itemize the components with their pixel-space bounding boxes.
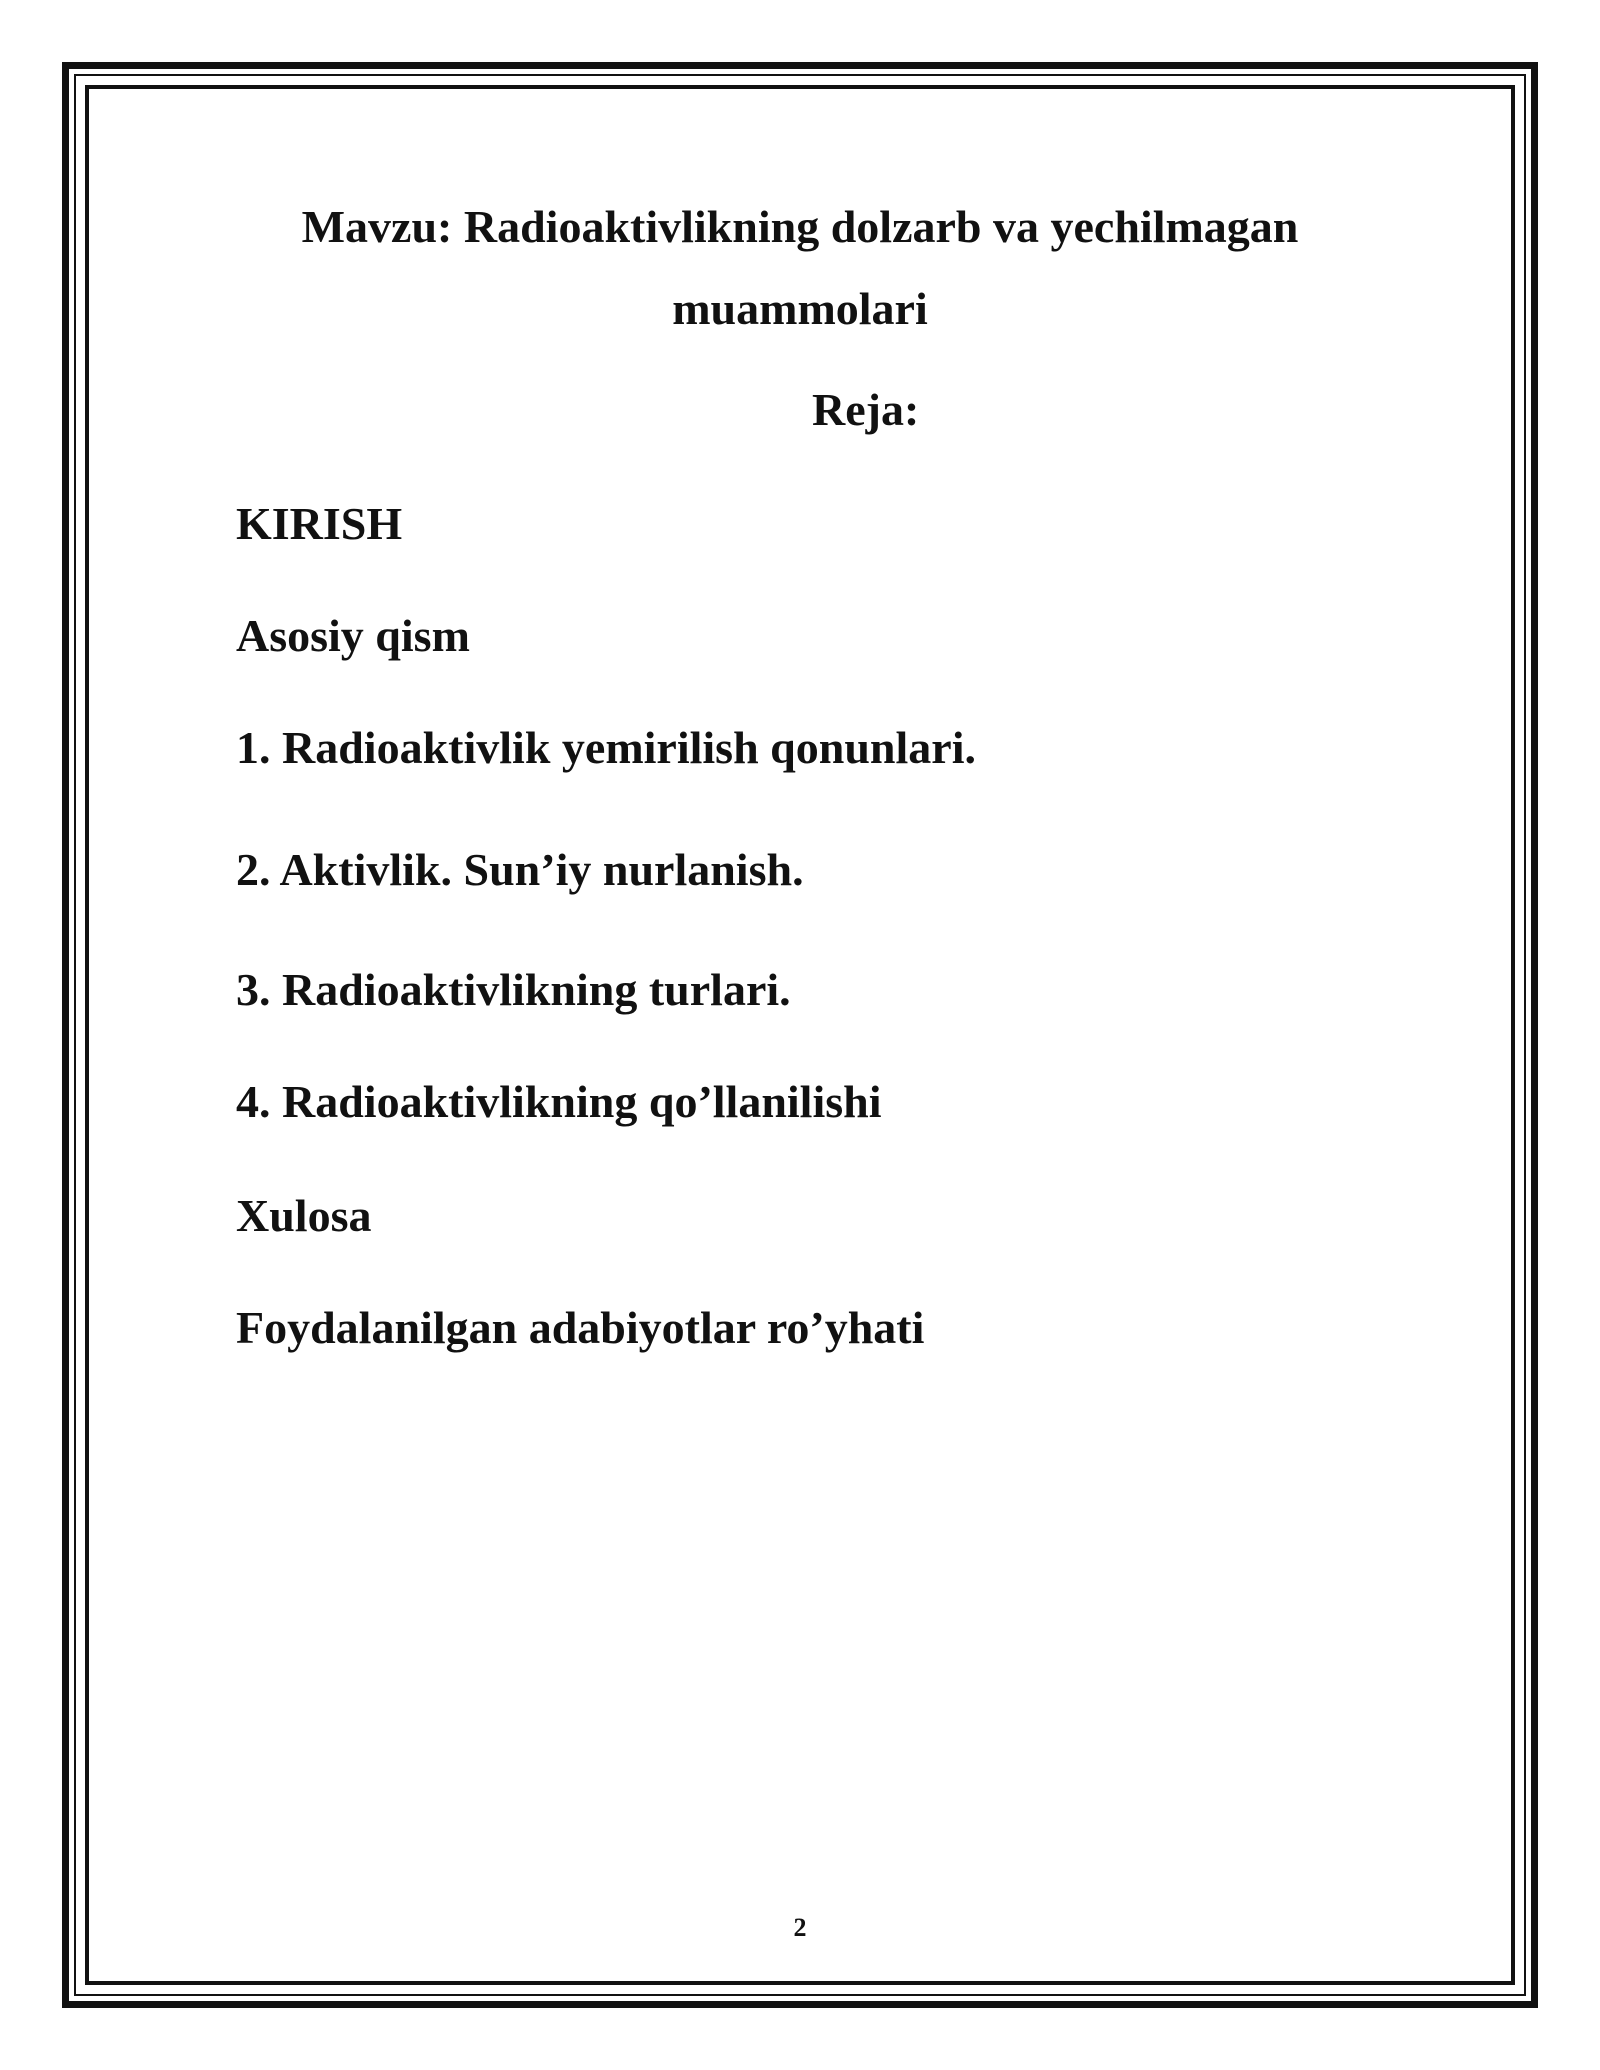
document-title-line-1: Mavzu: Radioaktivlikning dolzarb va yechilmagan [301, 201, 1299, 252]
plan-item-conclusion: Xulosa [236, 1190, 372, 1241]
plan-item-references: Foydalanilgan adabiyotlar ro’yhati [236, 1302, 925, 1353]
plan-item-4: 4. Radioaktivlikning qo’llanilishi [236, 1076, 882, 1127]
plan-item-3: 3. Radioaktivlikning turlari. [236, 964, 791, 1015]
plan-item-introduction: KIRISH [236, 498, 403, 549]
plan-item-2: 2. Aktivlik. Sun’iy nurlanish. [236, 844, 804, 895]
plan-heading: Reja: [812, 384, 920, 435]
page-border-inner [74, 74, 1526, 1996]
plan-item-1: 1. Radioaktivlik yemirilish qonunlari. [236, 722, 976, 773]
document-title-line-2: muammolari [672, 283, 928, 334]
plan-item-main-part: Asosiy qism [236, 610, 470, 661]
document-title [180, 186, 1420, 350]
page-number: 2 [793, 1913, 807, 1942]
